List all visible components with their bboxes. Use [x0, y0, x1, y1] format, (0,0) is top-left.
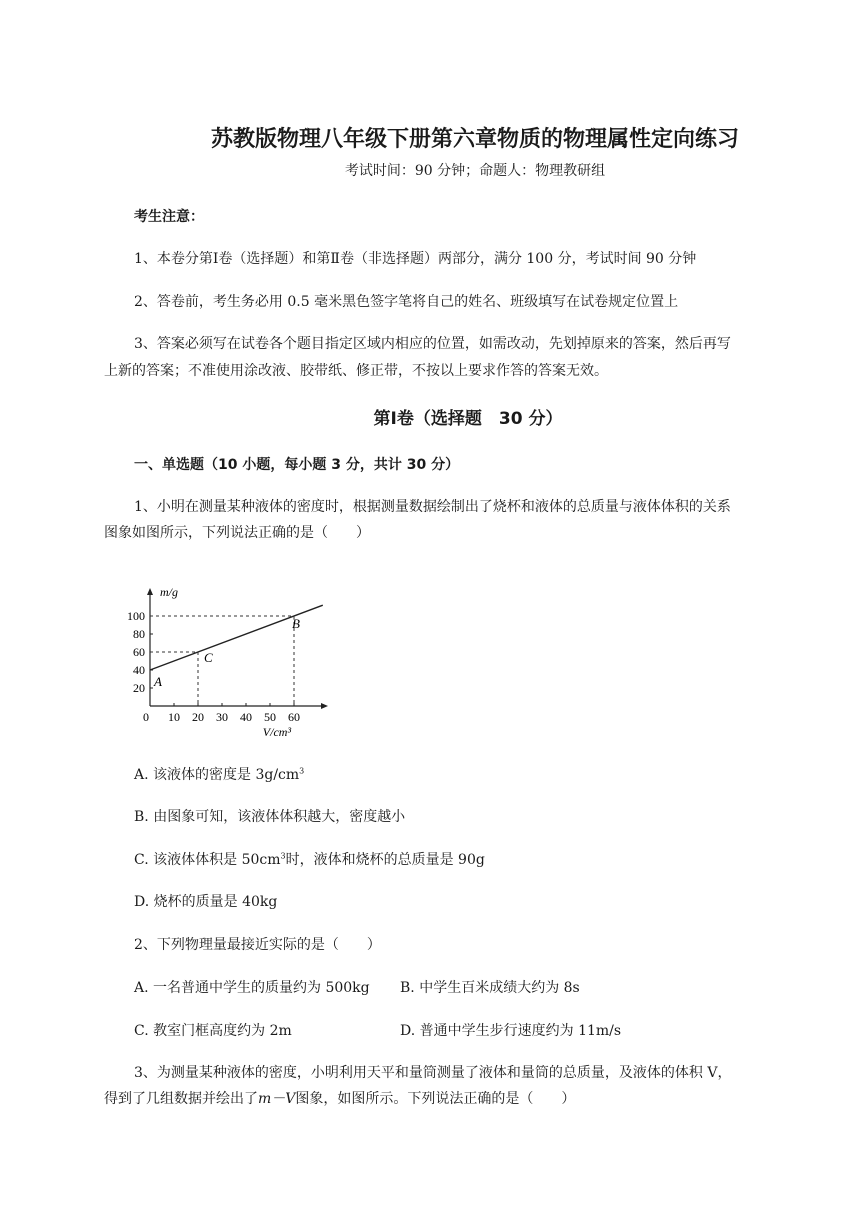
point-label-a: A	[154, 674, 162, 689]
q3-math-expr: m－V	[258, 1091, 296, 1107]
q1-option-c-text: C. 该液体体积是 50cm	[134, 852, 281, 868]
y-tick-label: 80	[133, 627, 145, 641]
y-axis-label: m/g	[160, 585, 178, 599]
q1-mass-volume-chart	[120, 556, 340, 744]
q2-stem: 2、下列物理量最接近实际的是（ ）	[134, 937, 381, 953]
q1-option-a-text: A. 该液体的密度是 3g/cm	[134, 767, 300, 783]
x-tick-label: 10	[168, 710, 180, 724]
q1-option-c	[134, 849, 485, 869]
x-tick-label: 60	[288, 710, 300, 724]
q1-option-c-tail: 时，液体和烧杯的总质量是 90g	[285, 852, 485, 868]
q1-stem-line1: 1、小明在测量某种液体的密度时，根据测量数据绘制出了烧杯和液体的总质量与液体体积的关系	[134, 499, 731, 515]
x-tick-label: 20	[192, 710, 204, 724]
y-tick-label: 60	[133, 645, 145, 659]
q3-stem-line2-text: 得到了几组数据并绘出了	[104, 1091, 258, 1107]
x-tick-label: 40	[240, 710, 252, 724]
x-axis-arrow	[321, 703, 328, 709]
q1-option-a-sup: 3	[299, 766, 305, 776]
x-tick-label: 50	[264, 710, 276, 724]
q1-option-a	[134, 764, 304, 784]
notice-item-3-cont: 上新的答案；不准使用涂改液、胶带纸、修正带，不按以上要求作答的答案无效。	[104, 363, 608, 379]
y-tick-label: 20	[133, 681, 145, 695]
notice-item-1: 1、本卷分第Ⅰ卷（选择题）和第Ⅱ卷（非选择题）两部分，满分 100 分，考试时间 90 分钟	[134, 251, 697, 267]
q1-stem-line2: 图象如图所示，下列说法正确的是（ ）	[104, 525, 370, 541]
q2-option-d: D. 普通中学生步行速度约为 11m/s	[400, 1023, 622, 1039]
q3-stem-line2	[104, 1088, 575, 1108]
q3-stem-line2-tail: 图象，如图所示。下列说法正确的是（ ）	[295, 1091, 576, 1107]
q2-option-a: A. 一名普通中学生的质量约为 500kg	[134, 980, 370, 996]
section-title: 第Ⅰ卷（选择题 30 分）	[373, 409, 563, 429]
chart-plot-area	[127, 585, 328, 739]
point-label-b: B	[292, 616, 300, 631]
page-title: 苏教版物理八年级下册第六章物质的物理属性定向练习	[210, 127, 739, 152]
notice-item-2: 2、答卷前，考生务必用 0.5 毫米黑色签字笔将自己的姓名、班级填写在试卷规定位置上	[134, 294, 679, 310]
exam-subtitle: 考试时间：90 分钟；命题人：物理教研组	[344, 163, 606, 179]
part-heading: 一、单选题（10 小题，每小题 3 分，共计 30 分）	[134, 457, 460, 473]
q3-stem-line1: 3、为测量某种液体的密度，小明利用天平和量筒测量了液体和量筒的总质量，及液体的体积 V，	[134, 1065, 732, 1081]
x-axis-label: V/cm³	[262, 725, 292, 739]
origin-label: 0	[143, 710, 149, 724]
x-tick-label: 30	[216, 710, 228, 724]
point-label-c: C	[204, 650, 213, 665]
q2-option-b: B. 中学生百米成绩大约为 8s	[400, 980, 580, 996]
q2-option-c: C. 教室门框高度约为 2m	[134, 1023, 292, 1039]
q1-option-c-sup: 3	[280, 851, 286, 861]
y-tick-label: 100	[127, 609, 145, 623]
notice-heading: 考生注意：	[134, 209, 204, 225]
y-tick-label: 40	[133, 663, 145, 677]
y-axis-arrow	[147, 588, 153, 595]
q1-option-d: D. 烧杯的质量是 40kg	[134, 894, 278, 910]
data-line	[150, 605, 323, 670]
notice-item-3: 3、答案必须写在试卷各个题目指定区域内相应的位置，如需改动，先划掉原来的答案，然后再写	[134, 336, 731, 352]
q1-option-b: B. 由图象可知，该液体体积越大，密度越小	[134, 809, 406, 825]
